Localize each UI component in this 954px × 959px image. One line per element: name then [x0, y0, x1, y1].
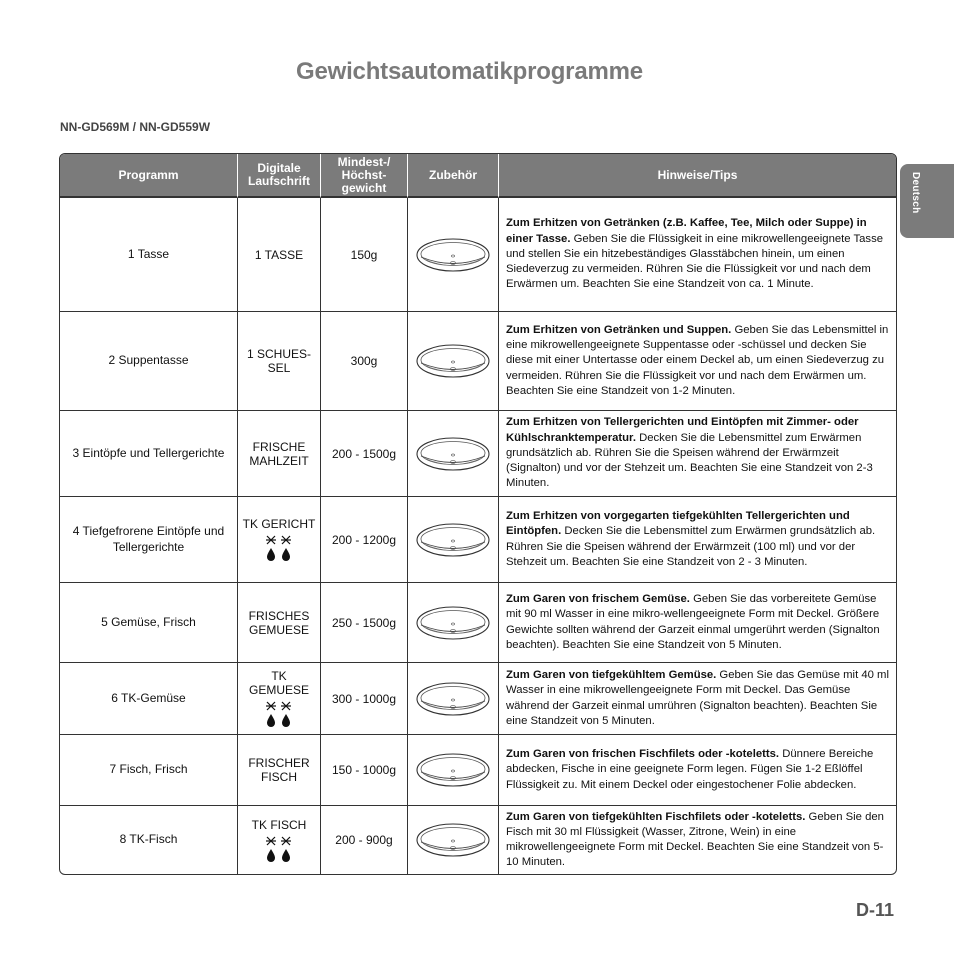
glass-turntable-plate-icon	[411, 604, 495, 642]
hint-text	[499, 497, 896, 583]
glass-turntable-plate-icon	[411, 236, 495, 274]
display-text: FRISCHER FISCH	[248, 756, 310, 784]
hint-heading: Zum Erhitzen von Tellergerichten und Eintöpfen mit Zimmer- oder Kühlschranktemperatur.	[506, 416, 859, 444]
accessory-cell	[408, 198, 499, 312]
weight-range: 150g	[321, 198, 408, 312]
frozen-snowflake-drops-icon	[241, 835, 317, 863]
glass-turntable-plate-icon	[411, 435, 495, 473]
hint-body: Geben Sie das Gemüse mit 40 ml Wasser in eine mikrowellengeeignete Form mit Deckel. Das Gemüse während der Garzeit einmal umrühren (Signalton beachten). Beachten Sie eine Standzeit von 5 Minuten.	[506, 669, 889, 727]
weight-range: 300 - 1000g	[321, 663, 408, 735]
accessory-cell	[408, 735, 499, 806]
hint-body: Geben Sie das vorbereitete Gemüse mit 90 ml Wasser in eine mikro-wellengeeignete Form mit Deckel. Größere Gewichte sollten während der Garzeit einmal umgerührt werden (Signalton beachten). Beachten Sie eine Standzeit von 5 Minuten.	[506, 593, 880, 651]
glass-turntable-plate-icon	[411, 821, 495, 859]
accessory-cell	[408, 806, 499, 874]
display-cell	[238, 583, 321, 663]
header-programm: Programm	[60, 154, 238, 198]
program-name: 5 Gemüse, Frisch	[60, 583, 238, 663]
program-name: 1 Tasse	[60, 198, 238, 312]
hint-text	[499, 663, 896, 735]
hint-body: Dünnere Bereiche abdecken, Fische in eine geeignete Form legen. Fügen Sie 1-2 Eßlöffel Flüssigkeit zu. Mit einem Deckel oder eingestochener Folie abdecken.	[506, 748, 874, 791]
display-text: TK GEMUESE	[248, 669, 309, 697]
display-cell	[238, 411, 321, 497]
page-title: Gewichtsautomatikprogramme	[296, 58, 643, 85]
language-tab	[900, 164, 954, 238]
hint-heading: Zum Erhitzen von vorgegarten tiefgekühlten Tellergerichten und Eintöpfen.	[506, 510, 850, 538]
program-name: 8 TK-Fisch	[60, 806, 238, 874]
header-display: Digitale Laufschrift	[238, 154, 321, 198]
hint-heading: Zum Garen von tiefgekühlten Fischfilets oder -koteletts.	[506, 810, 806, 823]
display-cell	[238, 663, 321, 735]
weight-range: 250 - 1500g	[321, 583, 408, 663]
display-cell	[238, 198, 321, 312]
header-weight: Mindest-/ Höchst- gewicht	[321, 154, 408, 198]
accessory-cell	[408, 411, 499, 497]
table-header-row	[60, 154, 896, 198]
display-cell	[238, 312, 321, 411]
glass-turntable-plate-icon	[411, 680, 495, 718]
weight-range: 200 - 1500g	[321, 411, 408, 497]
accessory-cell	[408, 583, 499, 663]
program-name: 2 Suppentasse	[60, 312, 238, 411]
hint-text	[499, 411, 896, 497]
weight-range: 200 - 1200g	[321, 497, 408, 583]
frozen-snowflake-drops-icon	[241, 700, 317, 728]
hint-text	[499, 735, 896, 806]
hint-body: Decken Sie die Lebensmittel zum Erwärmen grundsätzlich ab. Rühren Sie die Speisen während der Erwärmzeit (100 ml) und vor der Stehzeit um. Beachten Sie eine Standzeit von 2 - 3 Minuten.	[506, 525, 876, 568]
display-text: FRISCHES GEMUESE	[248, 608, 310, 637]
header-accessory: Zubehör	[408, 154, 499, 198]
table-row	[60, 806, 896, 874]
display-cell	[238, 497, 321, 583]
weight-range: 200 - 900g	[321, 806, 408, 874]
hint-heading: Zum Erhitzen von Getränken (z.B. Kaffee, Tee, Milch oder Suppe) in einer Tasse.	[506, 217, 867, 245]
accessory-cell	[408, 663, 499, 735]
display-cell	[238, 806, 321, 874]
hint-heading: Zum Garen von frischen Fischfilets oder -koteletts.	[506, 748, 780, 761]
frozen-snowflake-drops-icon	[241, 534, 317, 562]
hint-body: Decken Sie die Lebensmittel zum Erwärmen grundsätzlich ab. Rühren Sie die Speisen während der Erwärmzeit (Signalton) und vor der Stehzeit um. Beachten Sie eine Standzeit von 2-3 Minuten.	[506, 431, 873, 490]
hint-text	[499, 583, 896, 663]
accessory-cell	[408, 497, 499, 583]
hint-body: Geben Sie den Fisch mit 30 ml Flüssigkeit (Wasser, Zitrone, Wein) in eine mikrowellengeeignete Form mit Deckel. Beachten Sie eine Standzeit von 5-10 Minuten.	[506, 810, 884, 869]
glass-turntable-plate-icon	[411, 342, 495, 380]
table-row	[60, 312, 896, 411]
table-row	[60, 663, 896, 735]
weight-range: 150 - 1000g	[321, 735, 408, 806]
language-tab-label: Deutsch	[910, 172, 921, 214]
display-text: FRISCHE MAHLZEIT	[249, 439, 309, 468]
program-name: 7 Fisch, Frisch	[60, 735, 238, 806]
display-cell	[238, 735, 321, 806]
hint-heading: Zum Garen von frischem Gemüse.	[506, 593, 690, 606]
program-table	[59, 153, 897, 875]
hint-text	[499, 198, 896, 312]
glass-turntable-plate-icon	[411, 521, 495, 559]
program-name: 6 TK-Gemüse	[60, 663, 238, 735]
table-row	[60, 411, 896, 497]
table-row	[60, 497, 896, 583]
hint-text	[499, 312, 896, 411]
hint-heading: Zum Garen von tiefgekühltem Gemüse.	[506, 669, 717, 682]
glass-turntable-plate-icon	[411, 751, 495, 789]
table-row	[60, 735, 896, 806]
display-text: 1 SCHUES- SEL	[246, 347, 311, 375]
program-name: 4 Tiefgefrorene Eintöpfe und Tellergerichte	[60, 497, 238, 583]
program-name: 3 Eintöpfe und Tellergerichte	[60, 411, 238, 497]
table-row	[60, 583, 896, 663]
model-number: NN-GD569M / NN-GD559W	[60, 120, 211, 134]
header-hints: Hinweise/Tips	[499, 154, 896, 198]
weight-range: 300g	[321, 312, 408, 411]
accessory-cell	[408, 312, 499, 411]
hint-body: Geben Sie die Flüssigkeit in eine mikrowellengeeignete Tasse und stellen Sie ein hitzebeständiges Glasstäbchen hinein, um einen Siedeverzug zu vermeiden. Rühren Sie die Flüssigkeit vor und nach dem Erwärmen um. Beachten Sie eine Standzeit von ca. 1 Minute.	[506, 232, 884, 291]
table-row	[60, 198, 896, 312]
hint-body: Geben Sie das Lebensmittel in eine mikrowellengeeignete Suppentasse oder -schüssel und decken Sie diese mit einer Untertasse oder einem Deckel ab, um einen Siedeverzug zu vermeiden. Rühren Sie die Flüssigkeit vor und nach dem Erwärmen um. Beachten Sie eine Standzeit von 1-2 Minuten.	[506, 323, 889, 397]
page-number: D-11	[856, 900, 895, 920]
display-text: TK FISCH	[251, 817, 307, 832]
hint-text	[499, 806, 896, 874]
display-text: 1 TASSE	[254, 247, 304, 262]
hint-heading: Zum Erhitzen von Getränken und Suppen.	[506, 323, 732, 336]
display-text: TK GERICHT	[242, 517, 316, 531]
